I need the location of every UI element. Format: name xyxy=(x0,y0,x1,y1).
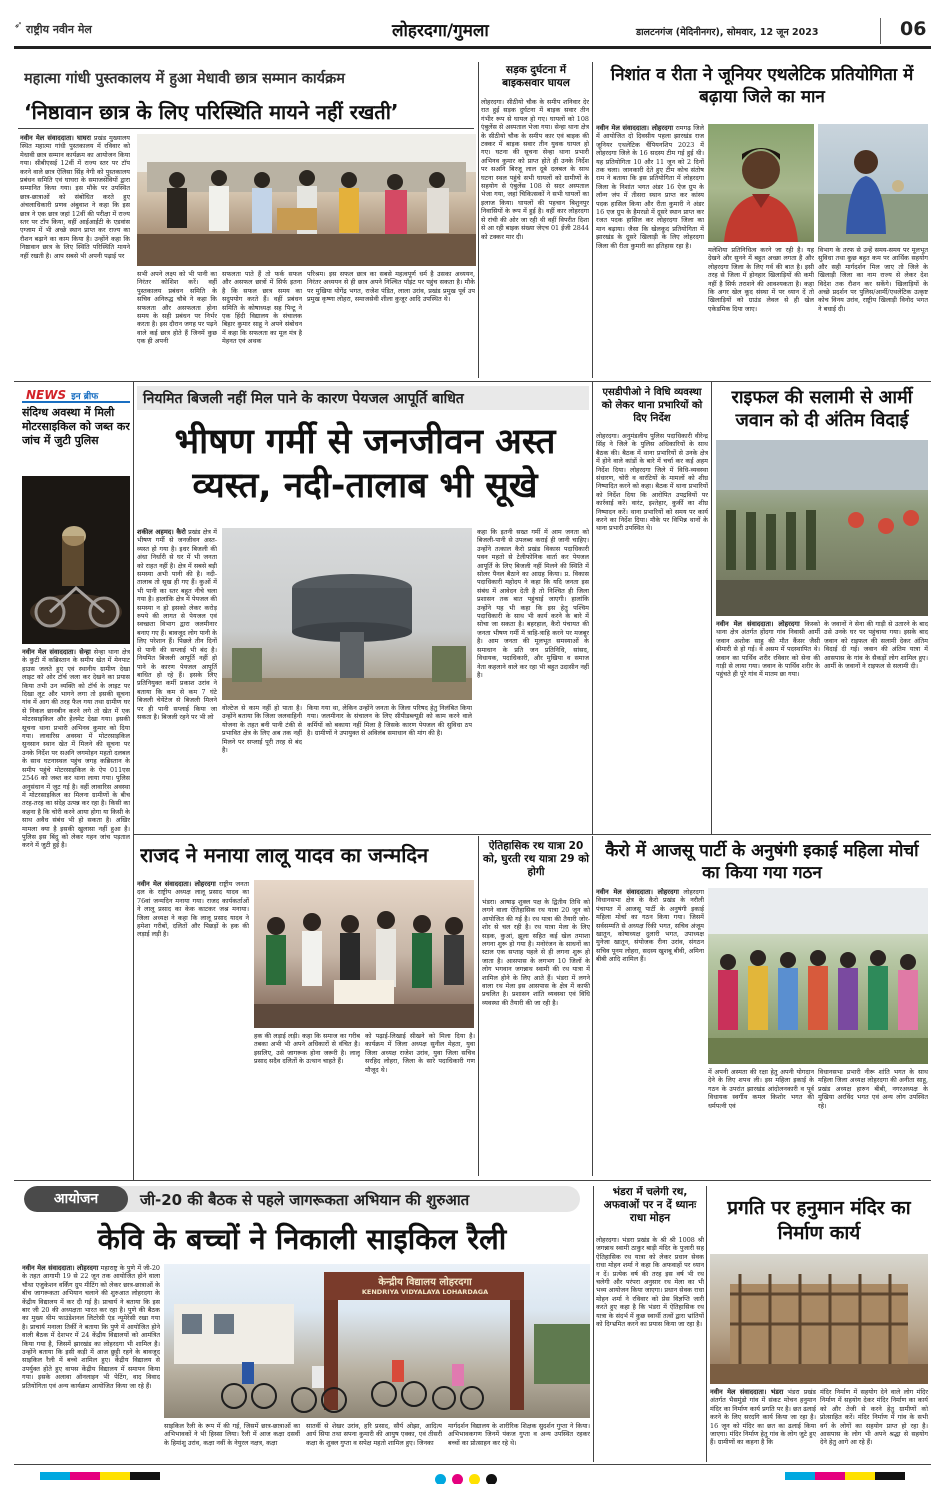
news-brief-label xyxy=(26,384,126,400)
footer-rule xyxy=(14,1464,931,1465)
color-strip-left xyxy=(40,1472,160,1480)
rjd-column-3: को पढ़ाई-लिखाई सीखने को मिला दिया है। कार्यक्रम में जिला अध्यक्ष सुनील मेहता, युवा जिला अध्यक्ष राजेश उरांव, युवा जिला सचिव सरहिद लोहरा, जिला के सारे पदाधिकारी गण मौजूद थे। xyxy=(365,1032,475,1074)
column-rule-5 xyxy=(711,382,712,834)
section-rule-2 xyxy=(134,834,931,835)
motorcycle-night-photo xyxy=(22,476,130,644)
lead-byline: नवीन मेल संवाददाता। घाघरा xyxy=(20,134,91,142)
kv-column-a: साइकिल रैली के रूप में की गई, जिसमें छात्र-छात्राओं का अभिभावकों ने भी हिस्सा लिया। रैली में आज कक्षा दसवीं के हिमांशु उरांव, कक्षा नवीं के नेयुरल नक्षत्र, कक्षा xyxy=(164,1422,300,1447)
lead-column-4: परिश्रम। इस सफल छात्र का सबसे महत्वपूर्ण धर्म है उसका अध्ययन, निरंतर अध्ययन से ही छात्र अपने निश्चित पॉइंट पर पहुंच सकता है। मौके पर मुखिया योगेंद्र भगत, राजेश पंडित, लाला उरांव, प्रखंड प्रमुख पूर्व उप प्रमुख कृष्णा लोहरा, समाजसेवी शीला कुजूर आदि उपस्थित थे। xyxy=(307,270,475,304)
athletics-column-a: मलेशिया प्रतिनिधित्व करने जा रही है। यह देखने और सुनने में बहुत अच्छा लगता है और लोहरदगा जिला के लिए गर्व की बात है। इसी तरह से जिला में होनहार खिलाड़ियों की कमी नहीं है सिर्फ तराशने की आवश्यकता है। कहा कि अगर खेल कूद संस्था में पर ध्यान दें तो खिलाड़ियों को ग्राउंड लेवल से ही खेल एकेडमिक दिया जाए। xyxy=(708,246,814,313)
kv-headline: केवि के बच्चों ने निकाली साइकिल रैली xyxy=(97,1222,507,1256)
heat-body-1: प्रखंड क्षेत्र में भीषण गर्मी से जनजीवन अस्त-व्यस्त हो गया है। इधर बिजली की अंधा निर्धारी से घर में भी जनता को राहत नहीं है। क्षेत्र में सबसे बड़ी समस्या अभी पानी की है। नदी-तालाब तो सूख ही गए हैं। कुओं में भी पानी का स्तर बहुत नीचे चला गया है। हालांकि क्षेत्र में पेयजल की समस्या न हो इसको लेकर करोड़ रुपये की लागत से पेयजल एवं स्वच्छता विभाग द्वारा जलमीनार बनाए गए हैं। बावजूद लोग पानी के लिए परेशान हैं। पिछले तीन दिनों से पानी की सप्लाई भी बंद है। नियमित बिजली आपूर्ति नहीं हो पाने के कारण पेयजल आपूर्ति बाधित हो रहे हैं। इसके लिए प्रतिनियुक्त कर्मी प्रकाश उरांव ने बताया कि कम से कम 7 घंटे बिजली चेयेंटेज से बिजली मिलने पर ही पानी सप्लाई किया जा सकता है। बिजली रहने पर भी लो xyxy=(137,528,217,721)
ajsu-body-text: लोहरदगा विधानसभा क्षेत्र के कैरो प्रखंड के नरौली पंचायत में आजसू पार्टी के अनुषंगी इकाई महिला मोर्चा का गठन किया गया। जिसमें सर्वसम्मति से अध्यक्ष रिंकी भगत, सचिव अंजूम खातून, कोषाध्यक्ष दुलारी भगत, उपाध्यक्ष मुनेजा खातून, संयोजक रीना उरांव, संगठन सचिव पूनम लोहरा, सदस्य खुशबू बीवी, अमिना बीबी आदि शामिल हैं। xyxy=(596,888,704,964)
lead-column-1 xyxy=(20,134,130,378)
kv-sign-hindi: केन्द्रीय विद्यालय लोहरदगा xyxy=(378,1277,472,1288)
heat-headline-line2: व्यस्त, नदी-तालाब भी सूखे xyxy=(192,466,538,506)
heat-headline-line1: भीषण गर्मी से जनजीवन अस्त xyxy=(174,422,556,462)
column-rule-2 xyxy=(592,62,593,378)
lead-body-1: प्रखंड मुख्यालय स्थित महात्मा गांधी पुस्तकालय में रविवार को मेधावी छात्र सम्मान कार्यक्रम का आयोजन किया गया। सीबीएसई 12वीं में राज्य स्तर पर टॉप करने वाले छात्र ऐलिसा सिंह नेगी को पुस्तकालय प्रबंधन समिति एवं घाघरा के समाजसेवियों द्वारा सम्मानित किया गया। इस मौके पर उपस्थित छात्र-छात्राओं को संबोधित करते हुए अंचलाधिकारी प्रणव अंबुवाश ने कहा कि इस छात्र ने एक छात्र जहां 12वीं की परीक्षा में राज्य स्तर पर टॉप किया, वहीं आईआईटी के एडवांस एग्जाम में भी अच्छे स्थान प्राप्त कर राज्य का रौशन बढ़ाने का काम किया है। उन्होंने कहा कि निष्ठावान छात्र के लिए स्थिति परिस्थिति मायने नहीं रखती है। आप सबसे भी अपनी पढ़ाई पर xyxy=(20,134,130,260)
ajsu-body xyxy=(596,888,704,1176)
lead-rule xyxy=(18,128,474,129)
ajsu-column-b: विधानसभा प्रभारी नीरू शांति भगत के साथ महिला जिला अध्यक्ष लोहरदगा की अनीता साहू, प्रखंड अध्यक्ष हारुन बीबी, नगरअध्यक्ष के मुखिया अरविंद भगत एवं अन्य लोग उपस्थित रहे। xyxy=(818,1068,928,1110)
accident-body: लोहरदगा। सीठीयो चौक के समीप शनिवार देर रात हुई सड़क दुर्घटना में बाइक सवार तीन गंभीर रूप से घायल हो गए। घायलों को 108 एंबुलेंस से अस्पताल भेजा गया। सेन्हा थाना क्षेत्र के सीठीयो चौक के समीप कार एवं बाइक की टक्कर में बाइक सवार तीन युवक घायल हो गए। घटना की सूचना सेन्हा थाना प्रभारी अभिनव कुमार को प्राप्त होते ही उनके निर्देश पर सअनि बिरजू लाल दूबे दलबल के साथ घटना स्थल पहुंचे सभी घायलों को ग्रामीणों के सहयोग से एंबुलेंस 108 से सदर अस्पताल भेजा गया, जहां चिकित्सकों ने सभी घायलों का इलाज किया। घायलों की पहचान बिशुनपुर निवासियों के रूप में हुई है। वहीं कार लोहरदगा से रांची की ओर जा रही थी वहीं विपरीत दिशा से आ रही बाइक संख्या जेएच 01 ईजी 2844 को टक्कर मार दी। xyxy=(481,98,589,241)
masthead-rule xyxy=(14,46,931,49)
masthead xyxy=(14,18,931,44)
athletics-byline: नवीन मेल संवाददाता। लोहरदगा xyxy=(596,124,674,132)
sdpo-body: लोहरदगा। अनुमंडलीय पुलिस पदाधिकारी वीरेन्द्र सिंह ने जिले के पुलिस अधिकारियों के साथ बैठक की। बैठक में थाना प्रभारियों से उनके क्षेत्र में होने वाले कांडों के बारे में चर्चा कर कई अहम निर्देश दिया। लोहरदगा जिले में विधि-व्यवस्था संधारण, चोरी व वारंटियों के मामलों को शीघ्र निष्पादित करने को कहा। बैठक में थाना प्रभारियों को निर्देश दिया कि आरोपित उपद्रवियों पर कार्रवाई करें। वारंट, इश्तेहार, कुर्की का शीघ्र निष्पादन करें। थाना प्रभारियों को समय पर कार्य करने का निर्देश दिया। मौके पर विभिन्न थानों के थाना प्रभारी उपस्थित थे। xyxy=(596,432,708,533)
soldier-funeral-photo xyxy=(716,440,928,616)
sdpo-headline: एसडीपीओ ने विधि व्यवस्था को लेकर थाना प्रभारियों को दिए निर्देश xyxy=(601,387,703,424)
kv-kicker: जी-20 की बैठक से पहले जागरूकता अभियान की शुरुआत xyxy=(140,1191,470,1209)
lead-kicker: महात्मा गांधी पुस्तकालय में हुआ मेधावी छात्र सम्मान कार्यक्रम xyxy=(24,71,345,87)
column-rule-7 xyxy=(592,836,593,1176)
column-rule-6 xyxy=(478,836,479,1176)
kv-column-b: सातवीं से शेखर उरांव, हरि प्रसाद, सौर्य ओझा, आदित्य आर्य सिया तथा सपना कुमारी की आयुष एक्का, एवं तीसरी कक्षा के शुक्ल गुप्ता व सपेक्ष महतो शामिल हुए। जिनका xyxy=(306,1422,442,1447)
kv-column-c: मार्गदर्शन विद्यालय के शारीरिक शिक्षक सुदर्शन गुप्ता ने किया। अभिभावकगण जिनमें पंकज गुप्ता व अन्य उपस्थित रहकर बच्चों का प्रोत्साहन कर रहे थे। xyxy=(448,1422,590,1447)
color-strip-right xyxy=(785,1472,905,1480)
section-rule-1 xyxy=(14,381,931,382)
rjd-column-2: हक की लड़ाई लड़ी। कहा कि समाज का गरीब तबका अभी भी अपने अधिकारों से वंचित है। इसलिए, उसे जागरूक होना जरूरी है। लालू प्रसाद सदैव दलितों के उत्थान चाहते हैं। xyxy=(254,1032,360,1066)
cycle-rally-photo xyxy=(164,1264,590,1418)
masthead-divider xyxy=(880,18,881,44)
athlete-nishant-photo xyxy=(708,124,814,242)
athletics-column-b: विभाग के तरफ से उन्हें समय-समय पर मूलभूत सुविधा तथा कुछ बहुत कम पर आर्थिक सहयोग और सही मार्गदर्शन मिल जाए तो जिले के खिलाड़ी जिला का नाम राज्य से लेकर देश विदेश तक रौशन कर सकेंगे। खिलाड़ियों के अच्छे प्रदर्शन पर पुलिस/आर्मी/एथलेटिक उत्कृष्ट कोच विनय उरांव, राष्ट्रीय खिलाड़ी विनोद भगत ने बधाई दी। xyxy=(818,246,928,313)
water-tank-photo xyxy=(222,528,472,700)
cyan-dot-icon xyxy=(435,1474,446,1484)
brief-label: इन ब्रीफ xyxy=(71,392,99,400)
news-brief-bar xyxy=(22,401,130,403)
athletics-headline: निशांत व रीता ने जूनियर एथलेटिक प्रतियोगिता में बढ़ाया जिले का मान xyxy=(610,65,914,107)
hanuman-body-text: भंडरा प्रखंड अंतर्गत भैसमुंडो गांव में संकट मोचन हनुमान मंदिर का निर्माण कार्य प्रगति पर है। छत ढलाई करने के लिए सरदगि कार्य किया जा रहा है। 16 जून को मंदिर का छत का ढलाई किया जाएगा। मंदिर निर्माण हेतु गांव के लोग जुटे हुए हैं। ग्रामीणों का कहना है कि xyxy=(710,1388,816,1447)
lead-headline: ‘निष्ठावान छात्र के लिए परिस्थिति मायने नहीं रखती’ xyxy=(24,100,399,124)
heat-column-3: वोल्टेज से काम नहीं हो पाता है। उन्होंने बताया कि जिला जलवाहिनी योजना के तहत बनी पानी टंकी से प्रभावित क्षेत्र के लिए अब तक नहीं मिलने पर सप्लाई पूरी तरह से बंद है। xyxy=(222,704,302,755)
news-brief-body xyxy=(22,648,130,1176)
temple-construction-photo xyxy=(710,1254,928,1384)
students-felicitation-photo xyxy=(137,134,476,266)
column-rule-4 xyxy=(592,382,593,834)
heat-column-1 xyxy=(137,528,217,830)
lead-column-2: सभी अपने लक्ष्य को भी पानी का निरंतर कोशिश करें। वहीं पुस्तकालय प्रबंधन समिति के सचिव अनिरुद्ध चौबे ने कहा कि सफलता और असफलता होना समय के सही प्रबंधन पर निर्भर करता है। इस दौरान जगह पर पढ़ने वाले कई छात्र होते हैं जिनमें कुछ एक ही अपनी xyxy=(137,270,217,346)
ajsu-headline: कैरो में आजसू पार्टी के अनुषंगी इकाई महिला मोर्चा का किया गया गठन xyxy=(605,841,919,883)
kv-body-text: महाराष्ट्र के पुणे में जी-20 के तहत आगामी 19 से 22 जून तक आयोजित होने वाला चौथा एजुकेशन वर्किंग ग्रुप मीटिंग को लेकर छात्र-छात्राओं के बीच जागरूकता अभियान चलाने की शुरुआत लोहरदगा के केंद्रीय विद्यालय में कर दी गई है। प्राचार्य ने बताया कि इस बार जी 20 की अध्यक्षता भारत कर रहा है। पुणे की बैठक का मुख्य थीम फाउंडेशनल लिटरेसी एंड न्यूमेरेसी रखा गया है। प्राचार्य मनाला तिर्की ने बताया कि पुणे में आयोजित होने वाली बैठक में देशभर में 24 केंद्रीय विद्यालयों को आमंत्रित किया गया है, जिसमें झारखंड का लोहरदगा भी शामिल है। उन्होंने बताया कि इसी कड़ी में आज छुट्टी रहने के बावजूद साइकिल रैली में बच्चे शामिल हुए। केंद्रीय विद्यालय से उपर्युक्त होते हुए वापस केंद्रीय विद्यालय में समापन किया गया। इसके अलावा ऑनलाइन भी पेटिंग, वाद विवाद प्रतियोगिता एवं अन्य कार्यक्रम आयोजित किया जा रहे हैं। xyxy=(22,1264,160,1390)
paper-name: राष्ट्रीय नवीन मेल xyxy=(26,23,92,36)
bhandra-headline: भंडरा में चलेगी रथ, अफवाओं पर न दें ध्यानः राधा मोहन xyxy=(603,1186,697,1224)
column-rule-8 xyxy=(593,1186,594,1462)
bird-logo-icon: ➶ xyxy=(14,20,23,31)
yellow-dot-icon xyxy=(469,1474,480,1484)
rjd-byline: नवीन मेल संवाददाता। लोहरदगा xyxy=(137,880,216,888)
athletics-body xyxy=(596,124,704,378)
rath-body: भंडरा। आषाढ़ शुक्ल पक्ष के द्वितीय तिथि को लगने वाला ऐतिहासिक रथ यात्रा 20 जून को आयोजित की गई है। रथ यात्रा की तैयारी जोर-शोर से चल रही है। रथ यात्रा मेला के लिए सड़क, कुआं, झूला सहित कई खेल तमाशा लगना शुरू हो गया है। मनोरंजन के साधनों का स्टाल एक सप्ताह पहले से ही लगना शुरू हो जाता है। आसपास के लगभग 10 जिलों के लोग भगवान जगन्नाथ स्वामी की रथ यात्रा में शामिल होने के लिए आते हैं। भंडरा में लगने वाला रथ मेला इस आसपास के क्षेत्र में काफी प्रचलित है। प्रशासन शांति व्यवस्था एवं विधि व्यवस्था की तैयारी की जा रही है। xyxy=(482,898,590,1007)
magenta-dot-icon xyxy=(452,1474,463,1484)
heat-column-5: कहा कि इतनी सख्त गर्मी में आम जनता को बिजली-पानी से उपलब्ध कराई ही जानी चाहिए। उन्होंने तत्काल कैरो प्रखंड विकास पदाधिकारी पवन महतो से टेलीफोनिक वार्ता कर पेयजल आपूर्ति के लिए बिजली नहीं मिलने की स्थिति में सोलर पैनल बैठाने का आग्रह किया। प्र. विकास पदाधिकारी महोदय ने कहा कि यदि जनता इस संबंध में आवेदन देती है तो निश्चित ही जिला प्रशासन तक बात पहुंचाई जाएगी। हालांकि उन्होंने यह भी कहा कि इस हेतु पश्चिम पदाधिकारी के साथ भी कार्य करने के बारे में सोचा जा सकता है। बहरहाल, कैरो पंचायत की जनता भीषण गर्मी में त्राहि-त्राहि करने पर मजबूर है। आम जनता की मूलभूत समस्याओं के समाधान के प्रति जन प्रतिनिधि, सांसद, विधायक, पदाधिकारी, और मुखिया व समाज नेता कहलाने वाले कर रहा भी बहुत उदासीन नहीं है। xyxy=(477,528,589,679)
hanuman-headline: प्रगति पर हनुमान मंदिर का निर्माण कार्य xyxy=(727,1197,911,1244)
kv-body xyxy=(22,1264,160,1458)
kv-sign-english: KENDRIYA VIDYALAYA LOHARDAGA xyxy=(361,1288,489,1296)
soldier-headline: राइफल की सलामी से आर्मी जवान को दी अंतिम विदाई xyxy=(731,387,913,431)
soldier-column-1 xyxy=(716,620,820,830)
cmyk-registration-marks xyxy=(432,1470,552,1484)
rjd-body-1: राष्ट्रीय जनता दल के राष्ट्रीय अध्यक्ष लालू प्रसाद यादव का 76वां जन्मदिन मनाया गया। राजद कार्यकर्ताओं ने लालू प्रसाद का केक काटकर जश्न मनाया। जिला अध्यक्ष ने कहा कि लालू प्रसाद यादव ने हमेशा गरीबों, दलितों और पिछड़ों के हक की लड़ाई लड़ी है। xyxy=(137,880,249,939)
hanuman-column-a xyxy=(710,1388,816,1458)
column-rule-9 xyxy=(706,1186,707,1462)
accident-headline: सड़क दुर्घटना में बाइकसवार घायल xyxy=(502,64,570,89)
soldier-body-1: किस्को थाना क्षेत्र अंतर्गत होंदगा गांव निवासी आर्मी जवान अशोक साहु की मौत कैंसर जैसी बीमारी से हो गई। वे असम में पदस्थापित थे। जवान का पार्थिव शरीर रविवार को सेना की गाड़ी से लाया गया। जवान के पार्थिव शरीर के पहुंचते ही पूरे गांव में मातम छा गया। xyxy=(716,620,820,679)
bhandra-body: लोहरदगा। भंडरा प्रखंड के श्री श्री 1008 श्री जगन्नाथ स्वामी ठाकुर बाड़ी मंदिर के पुजारी सह ऐतिहासिक रथ यात्रा को लेकर प्रधान सेवक राधा मोहन शर्मा ने कहा कि अफवाहों पर ध्यान न दें। प्रत्येक वर्ष की तरह इस वर्ष भी रथ चलेगी और परंपरा अनुसार रथ मेला का भी भव्य आयोजन किया जाएगा। प्रधान सेवक राधा मोहन शर्मा ने रविवार को प्रेस विज्ञप्ति जारी करते हुए कहा है कि भंडरा में ऐतिहासिक रथ यात्रा के संदर्भ में कुछ स्वार्थी तत्वों द्वारा भ्रांतियों को दिग्भ्रमित करने का प्रयास किया जा रहा है। xyxy=(596,1236,704,1329)
heat-byline: शकील अहमद। कैरो xyxy=(137,528,186,536)
news-brief-text: सेन्हा थाना क्षेत्र के कुटी में कब्रिस्तान के समीप खेत में मेनपाट हाउस जलते हुए एवं स्थानीय ग्रामीण देखा लाइट को ओर टॉर्च जला कर देखने का प्रयास किया तभी उन व्यक्ति को टॉर्च के लाइट पर दिखा लूट और भागने लगा तो इसकी सूचना गांव में आग की तरह फैल गया तथा ग्रामीण घर से निकल छानबीन करने लगे तो खेत में एक मोटरसाइकिल और हेलमेट देखा गया। इसकी सूचना थाना प्रभारी अभिनव कुमार को दिया गया। लावारिस अवस्था में मोटरसाइकिल सुनसान स्थान खेत में मिलने की सूचना पर उनके निर्देश पर सअनि जगमोहन महतो दलबल के साथ घटनास्थल पहुंच जगह कब्रिस्तान के समीप पहुंचे मोटरसाइकिल के ऐप 011एस 2546 को जब्त कर थाना लाया गया। पुलिस अनुसंधान में जुट गई है। वहीं लावारिस अवस्था में मोटरसाइकिल का मिलना ग्रामीणों के बीच तरह-तरह का संदेह उत्पन्न कर रहा है। किसी का कहना है कि चोरी करने आया होगा या किसी के साथ अवैध संबंध भी हो सकता है। अखिर मामला क्या है इसकी खुलासा नहीं हुआ है। पुलिस इस बिंदु को लेकर गहन जांच पड़ताल करने में जुटी हुई है। xyxy=(22,648,130,850)
heat-column-4: किया गया था, लेकिन उन्होंने जनता के जिला परिषद हेतु निलंबित किया गया। जलमीनार के संचालन के लिए सीपीडब्ल्यूडी को काम करने वाले कर्मियों को बकाया नहीं मिला है जिसके कारण पेयजल की सुविधा ठप है। ग्रामीणों ने उपायुक्त से अविलंब समाधान की मांग की है। xyxy=(307,704,472,738)
kv-byline: नवीन मेल संवाददाता। लोहरदगा xyxy=(22,1264,99,1272)
hanuman-byline: नवीन मेल संवाददाता। भंडरा xyxy=(710,1388,784,1396)
ajsu-column-a: में अपनी अस्मता की रक्षा हेतु अपनी योगदान देने के लिए शपथ ली। इस महिला इकाई के गठन के उपरांत झारखंड आंदोलनकारी व पूर्व विधायक स्वर्गीय कमल किशोर भगत की धर्मपत्नी एवं xyxy=(708,1068,814,1110)
news-label: NEWS xyxy=(26,388,67,400)
soldier-byline: नवीन मेल संवाददाता। लोहरदगा xyxy=(716,620,800,628)
ajsu-women-meeting-photo xyxy=(708,888,928,1064)
lalu-birthday-photo xyxy=(254,880,474,1028)
news-brief-byline: नवीन मेल संवाददाता। सेन्हा xyxy=(22,648,91,656)
heat-kicker: नियमित बिजली नहीं मिल पाने के कारण पेयजल आपूर्ति बाधित xyxy=(137,386,589,410)
lead-column-3: सफलता पाते हैं तो फर्क सफल और असफल छात्रों में सिर्फ इतना है कि सफल छात्र समय का सदुपयोग करते हैं। वहीं प्रबंधन समिति के कोषाध्यक्ष सह पिन्टू ने एक हिंदी विद्यालय के संचालक बिहार कुमार साहू ने अपने संबोधन में कहा कि सफलता का मूल मंत्र है मेहनत एवं अथक xyxy=(222,270,302,346)
ajsu-byline: नवीन मेल संवाददाता। लोहरदगा xyxy=(596,888,679,896)
column-rule-1 xyxy=(478,62,479,378)
section-rule-3 xyxy=(14,1180,931,1181)
athletics-body-text: रामगढ़ जिले में आयोजित दो दिवसीय पहला झारखंड राज जूनियर एथलेटिक चैंपियनशिप 2023 में लोहरदगा जिले के 16 सदस्य टीम गई हुई थी। यह प्रतियोगिता 10 और 11 जून को 2 दिनों तक चला। जानकारी देते हुए टीम कोच संतोष राम ने बताया कि इस प्रतियोगिता में लोहरदगा जिला के निशांत भगत अंडर 16 ऐज ग्रुप के लॉन्ग जंप में तीसरा स्थान प्राप्त कर कांस्य पदक हासिल किया और रीता कुमारी ने अंडर 16 एज ग्रुप के हैमरथ्रो में दूसरे स्थान प्राप्त कर रजत पदक हासिल कर लोहरदगा जिला का मान बढ़ाया। जैसा कि खेलकूद प्रतियोगिता में झारखंड के दूसरे खिलाड़ी के लिए लोहरदगा जिला की रीता कुमारी का इतिहास रहा है। xyxy=(596,124,704,250)
rath-headline: ऐतिहासिक रथ यात्रा 20 को, घुरती रथ यात्रा 29 को होगी xyxy=(483,840,589,878)
page-number: 06 xyxy=(900,18,927,40)
column-rule-3 xyxy=(133,382,134,1180)
news-brief-headline: संदिग्ध अवस्था में मिली मोटरसाइकिल को जब्त कर जांच में जुटी पुलिस xyxy=(22,406,130,447)
section-title: लोहरदगा/गुमला xyxy=(392,21,489,41)
kv-tag: आयोजन xyxy=(24,1186,128,1212)
kv-banner xyxy=(24,1186,580,1212)
rjd-column-1 xyxy=(137,880,249,1176)
athlete-rita-photo xyxy=(818,124,928,242)
soldier-column-2: के जवानों ने सेना की गाड़ी से उतारने के बाद उसे उनके घर पर पहुंचाया गया। इसके बाद जवान को राइफल की सलामी देकर अंतिम विदाई दी गई। जवान की अंतिम यात्रा में आसपास के गांव के सैकड़ों लोग शामिल हुए। आर्मी के जवानों ने राइफल से सलामी दी। xyxy=(824,620,928,671)
dateline: डालटनगंज (मेदिनीनगर), सोमवार, 12 जून 2023 xyxy=(636,27,819,38)
black-dot-icon xyxy=(486,1474,497,1484)
hanuman-column-b: मंदिर निर्माण में सहयोग देने वाले लोग मंदिर निर्माण में सहयोग देकर मंदिर निर्माण का कार्य को और तेजी से करने हेतु ग्रामीणों को प्रोत्साहित करें। मंदिर निर्माण में गांव के सभी वर्ग के लोगों का सहयोग प्राप्त हो रहा है। आसपास के लोग भी अपने श्रद्धा से सहयोग देने हेतु आगे आ रहे हैं। xyxy=(820,1388,928,1447)
rjd-headline: राजद ने मनाया लालू यादव का जन्मदिन xyxy=(140,843,429,867)
